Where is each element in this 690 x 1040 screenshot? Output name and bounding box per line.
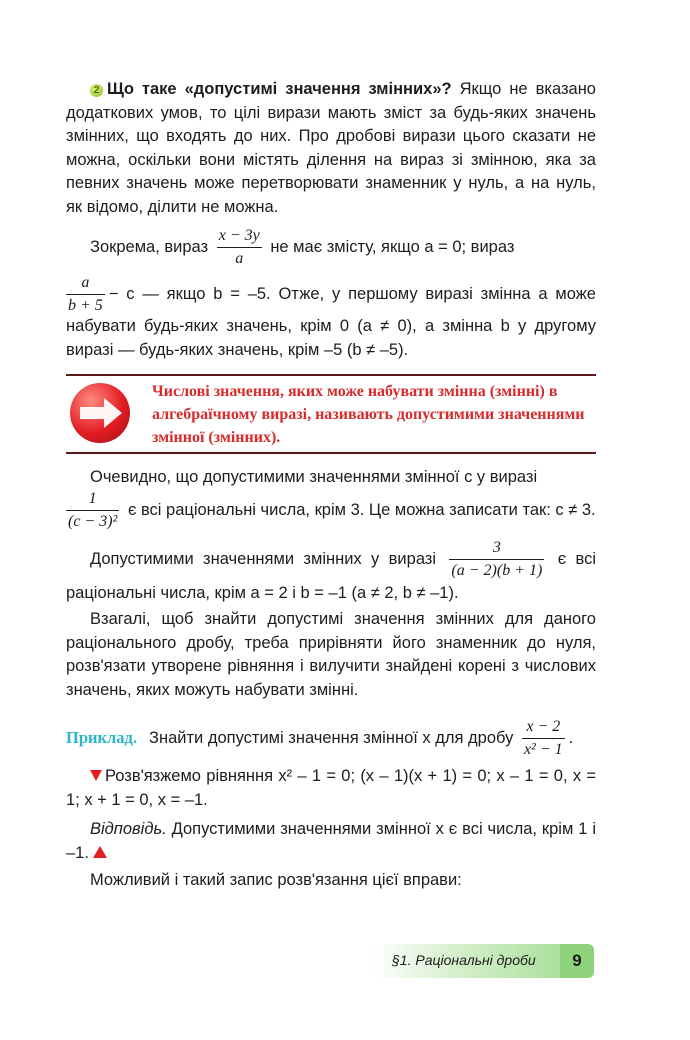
answer-label: Відповідь. (90, 820, 167, 838)
section-heading: Що таке «допустимі значення змінних»? (107, 80, 452, 98)
paragraph-intro (66, 78, 596, 219)
solution-end-icon (93, 846, 107, 858)
arrow-right-icon (70, 383, 130, 443)
fraction-1-over-c-minus-3-squared: $\frac{1}{\text{(c − 3)²}}$ (68, 490, 118, 530)
example-label: Приклад. (66, 727, 138, 747)
solution-start-icon (90, 770, 102, 781)
example-task: Приклад. Знайти допустимі значення змінної x для дробу $\frac{x - 2}{\text{x² − 1}}$ . (66, 718, 574, 758)
example-solution: Розв'язжемо рівняння x² – 1 = 0; (x – 1)(x + 1) = 0; x – 1 = 0, x = 1; x + 1 = 0, x = –1. (66, 767, 596, 809)
paragraph-examples: Зокрема, вираз $\frac{x - 3y}{a}$ не має змісту, якщо a = 0; вираз (90, 227, 515, 267)
fraction-x-minus-2-over-x-squared-minus-1: $\frac{x - 2}{\text{x² − 1}}$ (523, 718, 563, 758)
intro-text: Якщо не вказано додаткових умов, то цілі вирази мають зміст за будь-яких значень змінних, що входять до них. Про дробові вирази цього сказати не можна, оскільки вони містять ділення на вираз зі змінною, яка за певних значень може перетворювати знаменник у нуль, а на нуль, як відомо, ділити не можна. (66, 80, 596, 216)
page-number: 9 (560, 944, 594, 978)
paragraph-ab-example: Допустимими значеннями змінних у виразі $\frac{3}{(a - 2)(b + 1)}$ є всі раціональні числа, крім a = 2 і b = –1 (a ≠ 2, b ≠ –1). (66, 539, 596, 602)
page-content (66, 78, 596, 893)
paragraph-c-example: Очевидно, що допустимими значеннями змінної c у виразі (90, 468, 538, 486)
example-answer: Відповідь. Допустимими значеннями змінної x є всі числа, крім 1 і –1. (66, 820, 596, 862)
fraction-3-over-ab: $\frac{3}{(a - 2)(b + 1)}$ (451, 539, 543, 579)
definition-box (66, 374, 596, 454)
paragraph-general-rule: Взагалі, щоб знайти допустимі значення змінних для даного раціонального дробу, треба прирівняти його знаменник до нуля, розв'язати утворене рівняння і вилучити знайдені корені з числових значень, яких можуть набувати змінні. (66, 610, 596, 699)
fraction-a-over-b-plus-5: $\frac{a}{b + 5}$ (68, 274, 103, 314)
footer-section-title: §1. Раціональні дроби (392, 952, 536, 968)
fraction-x-minus-3y-over-a: $\frac{x - 3y}{a}$ (218, 227, 260, 267)
paragraph-c-example-cont: $\frac{1}{\text{(c − 3)²}}$ є всі раціональні числа, крім 3. Це можна записати так: c ≠ 3. (68, 490, 596, 530)
paragraph-examples-cont: $\frac{a}{b + 5}$ − c — якщо b = –5. Отже, у першому виразі змінна a може набувати будь-яких значень, крім 0 (a ≠ 0), а змінна b у другому виразі — будь-яких значень, крім –5 (b ≠ –5). (66, 274, 596, 359)
paragraph-last: Можливий і такий запис розв'язання цієї вправи: (90, 871, 462, 889)
section-number-badge: 2 (90, 84, 103, 97)
definition-text: Числові значення, яких може набувати змінна (змінні) в алгебраїчному виразі, називають допустимими значеннями змінної (змінних). (152, 383, 585, 446)
